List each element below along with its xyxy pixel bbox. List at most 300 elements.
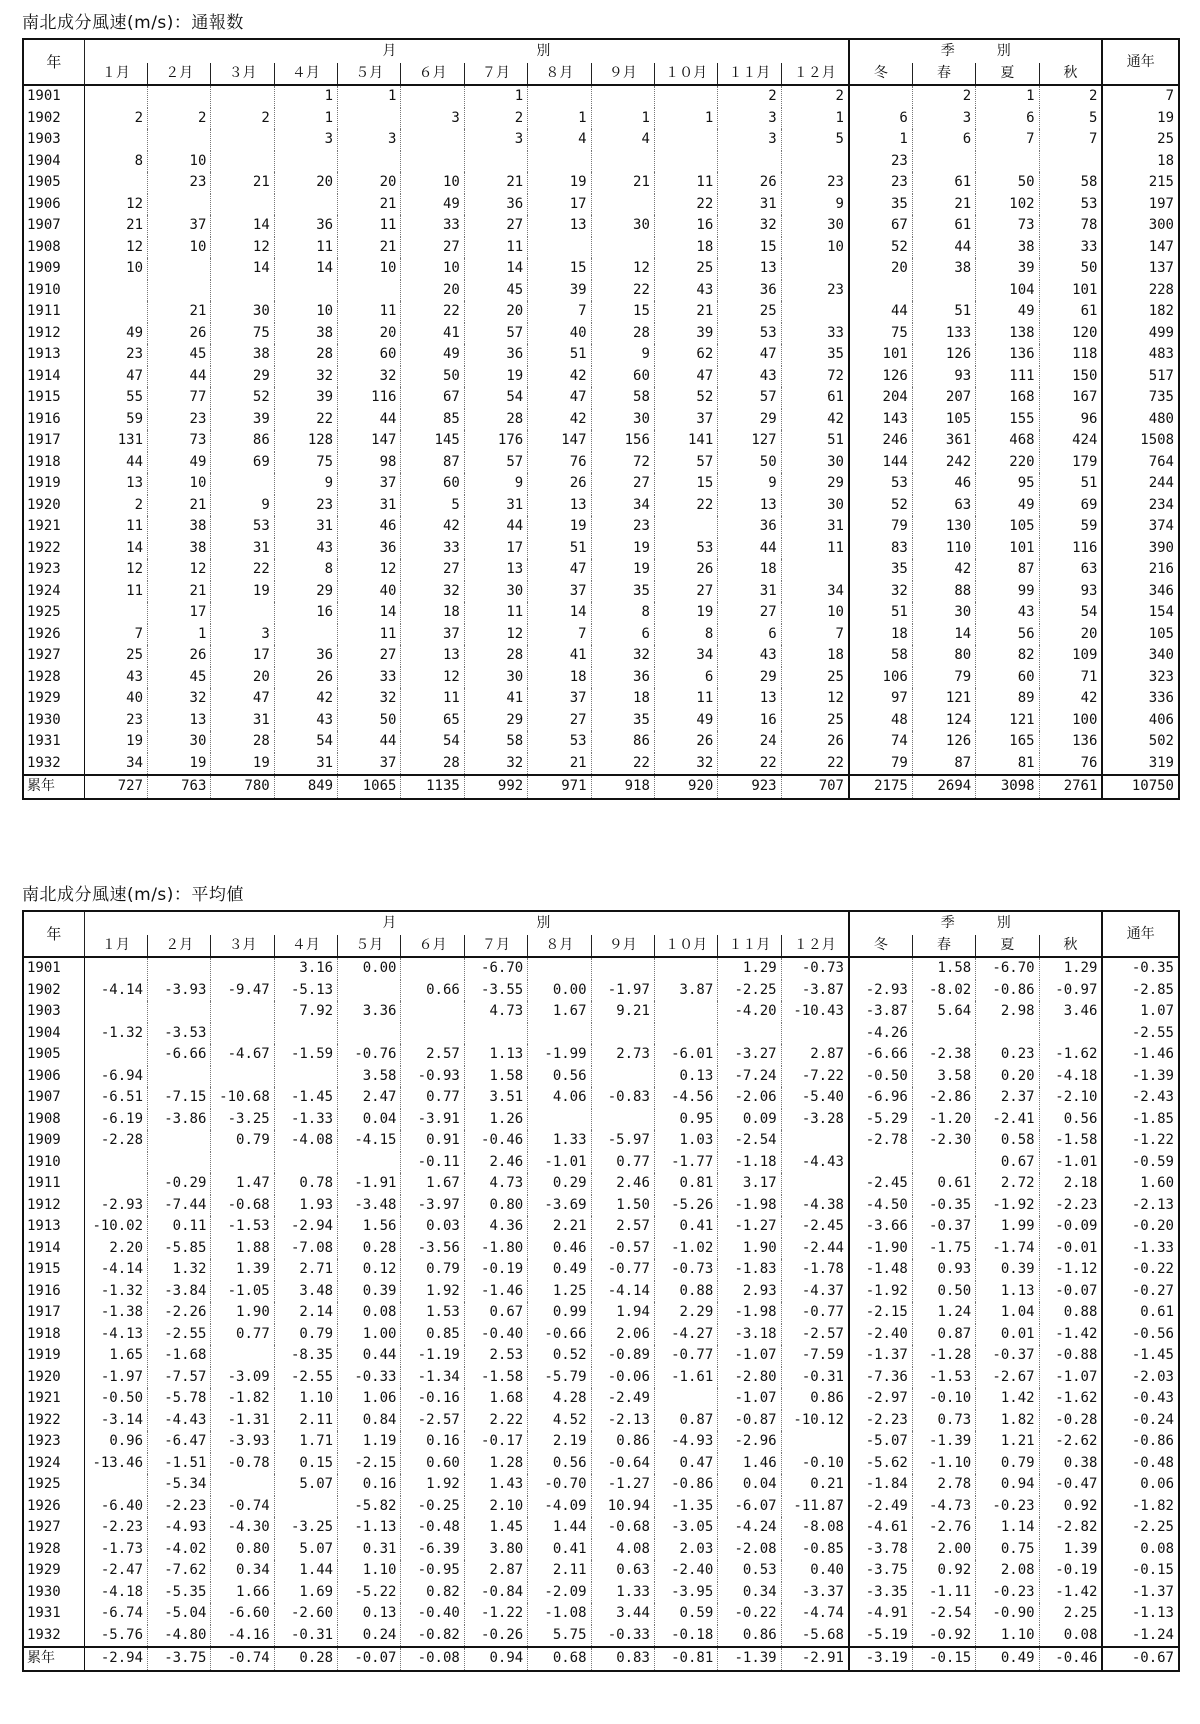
month-cell: 1.13 [464, 1044, 527, 1066]
month-cell: 2.06 [591, 1324, 654, 1346]
month-cell: 1.67 [401, 1173, 464, 1195]
season-cell [849, 957, 912, 980]
month-cell: 25 [84, 645, 147, 667]
year-cell: 累年 [23, 1647, 84, 1671]
month-cell: -4.14 [84, 1259, 147, 1281]
month-cell: -0.31 [274, 1625, 337, 1648]
season-cell: -1.37 [849, 1345, 912, 1367]
month-cell: -5.76 [84, 1625, 147, 1648]
season-cell: 2 [912, 85, 975, 108]
month-cell: -4.09 [528, 1496, 591, 1518]
table-row [23, 215, 1179, 237]
season-cell: 136 [976, 344, 1039, 366]
month-cell [148, 129, 211, 151]
year-header: 年 [23, 911, 84, 957]
month-cell: 0.16 [338, 1474, 401, 1496]
season-cell: 49 [976, 495, 1039, 517]
season-cell: 96 [1039, 409, 1102, 431]
season-cell: 2.18 [1039, 1173, 1102, 1195]
year-cell: 1908 [23, 1109, 84, 1131]
month-cell [211, 1023, 274, 1045]
month-cell [84, 129, 147, 151]
month-cell: -6.66 [148, 1044, 211, 1066]
month-cell: -6.40 [84, 1496, 147, 1518]
season-cell: -4.26 [849, 1023, 912, 1045]
annual-cell: -1.82 [1102, 1496, 1179, 1518]
month-cell: 9 [781, 194, 849, 216]
annual-cell: -2.25 [1102, 1517, 1179, 1539]
month-cell: 27 [401, 559, 464, 581]
month-cell: 8 [274, 559, 337, 581]
month-cell: 920 [654, 775, 717, 799]
table-row [23, 624, 1179, 646]
month-cell: 147 [528, 430, 591, 452]
month-cell: 0.52 [528, 1345, 591, 1367]
month-cell: 1.33 [591, 1582, 654, 1604]
month-cell: 54 [464, 387, 527, 409]
month-cell: 2.11 [528, 1560, 591, 1582]
season-cell: -3.87 [849, 1001, 912, 1023]
month-cell: -1.45 [274, 1087, 337, 1109]
month-cell: 0.99 [528, 1302, 591, 1324]
month-cell: 10 [148, 237, 211, 259]
season-header: 春 [912, 63, 975, 85]
year-cell: 1910 [23, 280, 84, 302]
month-cell: 26 [654, 559, 717, 581]
month-cell: 1.00 [338, 1324, 401, 1346]
season-cell: 121 [912, 688, 975, 710]
season-cell: -1.28 [912, 1345, 975, 1367]
month-cell: -1.32 [84, 1023, 147, 1045]
month-cell: 1.58 [464, 1066, 527, 1088]
month-cell: -1.80 [464, 1238, 527, 1260]
year-cell: 1907 [23, 215, 84, 237]
month-cell [148, 85, 211, 108]
month-cell: -0.22 [718, 1603, 781, 1625]
month-cell: -0.07 [338, 1647, 401, 1671]
year-cell: 1919 [23, 1345, 84, 1367]
month-cell: 11 [84, 516, 147, 538]
table-row [23, 559, 1179, 581]
table-row [23, 151, 1179, 173]
month-cell: 2 [84, 495, 147, 517]
month-cell: 1.44 [528, 1517, 591, 1539]
month-cell: 2.93 [718, 1281, 781, 1303]
month-cell: 29 [464, 710, 527, 732]
month-cell: 14 [211, 258, 274, 280]
month-cell: 4 [591, 129, 654, 151]
month-cell: -7.62 [148, 1560, 211, 1582]
season-cell: 89 [976, 688, 1039, 710]
year-cell: 1928 [23, 1539, 84, 1561]
month-cell: 1 [274, 108, 337, 130]
month-cell: -1.02 [654, 1238, 717, 1260]
month-cell: 33 [401, 538, 464, 560]
month-cell: 11 [781, 538, 849, 560]
month-cell: 19 [148, 753, 211, 776]
season-cell: 126 [912, 344, 975, 366]
annual-cell: 390 [1102, 538, 1179, 560]
season-cell: 20 [1039, 624, 1102, 646]
month-cell: 0.08 [338, 1302, 401, 1324]
month-cell: 21 [338, 237, 401, 259]
month-cell: 22 [274, 409, 337, 431]
month-cell: 2.73 [591, 1044, 654, 1066]
month-cell: 43 [718, 366, 781, 388]
month-cell: -0.81 [654, 1647, 717, 1671]
table-row [23, 1367, 1179, 1389]
annual-header: 通年 [1102, 39, 1179, 85]
month-cell: -5.04 [148, 1603, 211, 1625]
season-cell: 130 [912, 516, 975, 538]
month-cell: 0.21 [781, 1474, 849, 1496]
month-cell: 727 [84, 775, 147, 799]
month-cell: 918 [591, 775, 654, 799]
season-cell: 42 [1039, 688, 1102, 710]
season-cell: -4.50 [849, 1195, 912, 1217]
annual-cell: 406 [1102, 710, 1179, 732]
month-cell: 7 [528, 301, 591, 323]
annual-cell: 0.08 [1102, 1539, 1179, 1561]
month-cell: -0.50 [84, 1388, 147, 1410]
table-row [23, 1109, 1179, 1131]
season-cell: 5.64 [912, 1001, 975, 1023]
month-cell: -0.78 [211, 1453, 274, 1475]
season-cell: -0.46 [1039, 1647, 1102, 1671]
month-cell: -0.31 [781, 1367, 849, 1389]
season-cell: -0.47 [1039, 1474, 1102, 1496]
month-cell: 36 [274, 645, 337, 667]
month-cell: 11 [464, 237, 527, 259]
table-row [23, 1066, 1179, 1088]
month-cell: -2.57 [401, 1410, 464, 1432]
month-cell: -10.43 [781, 1001, 849, 1023]
season-cell: 39 [976, 258, 1039, 280]
season-cell: -2.38 [912, 1044, 975, 1066]
month-cell: 2 [464, 108, 527, 130]
month-cell: 0.04 [718, 1474, 781, 1496]
season-cell: 82 [976, 645, 1039, 667]
season-cell: -4.61 [849, 1517, 912, 1539]
month-cell: -1.07 [718, 1345, 781, 1367]
month-cell: -2.60 [274, 1603, 337, 1625]
month-cell: -7.57 [148, 1367, 211, 1389]
month-cell: 49 [148, 452, 211, 474]
month-cell: -1.59 [274, 1044, 337, 1066]
month-cell [401, 1001, 464, 1023]
season-cell: -5.62 [849, 1453, 912, 1475]
month-cell: 14 [84, 538, 147, 560]
season-cell [849, 85, 912, 108]
month-cell: 75 [274, 452, 337, 474]
month-cell: 57 [718, 387, 781, 409]
season-cell: 5 [1039, 108, 1102, 130]
month-cell [781, 301, 849, 323]
month-cell: -0.95 [401, 1560, 464, 1582]
month-cell: -1.78 [781, 1259, 849, 1281]
month-cell: 923 [718, 775, 781, 799]
month-cell: 75 [211, 323, 274, 345]
annual-cell: -0.43 [1102, 1388, 1179, 1410]
season-cell: 75 [849, 323, 912, 345]
month-cell: 1.92 [401, 1474, 464, 1496]
annual-cell: 244 [1102, 473, 1179, 495]
season-header: 冬 [849, 63, 912, 85]
table-row [23, 129, 1179, 151]
month-cell: 10.94 [591, 1496, 654, 1518]
month-cell: 72 [781, 366, 849, 388]
annual-cell: 197 [1102, 194, 1179, 216]
month-cell: 55 [84, 387, 147, 409]
month-cell [211, 1474, 274, 1496]
month-cell: 3.48 [274, 1281, 337, 1303]
month-cell: 39 [211, 409, 274, 431]
annual-cell: -0.35 [1102, 957, 1179, 980]
table-row [23, 1324, 1179, 1346]
month-cell: 60 [591, 366, 654, 388]
month-cell: 23 [591, 516, 654, 538]
season-cell [1039, 1023, 1102, 1045]
month-cell [781, 258, 849, 280]
season-cell: 33 [1039, 237, 1102, 259]
month-cell: 30 [591, 409, 654, 431]
season-header: 夏 [976, 63, 1039, 85]
season-cell: 50 [976, 172, 1039, 194]
month-cell: 30 [464, 667, 527, 689]
month-cell: -4.27 [654, 1324, 717, 1346]
year-cell: 1927 [23, 1517, 84, 1539]
season-cell: 21 [912, 194, 975, 216]
section-mean-values [22, 880, 1180, 1672]
month-cell [148, 1066, 211, 1088]
month-cell: 47 [718, 344, 781, 366]
month-cell: 0.40 [781, 1560, 849, 1582]
month-cell: 20 [274, 172, 337, 194]
month-cell [591, 1066, 654, 1088]
annual-cell: 480 [1102, 409, 1179, 431]
month-cell: 3.16 [274, 957, 337, 980]
season-cell: -2.93 [849, 980, 912, 1002]
month-cell [84, 280, 147, 302]
month-cell: 141 [654, 430, 717, 452]
season-cell: 79 [849, 753, 912, 776]
season-cell: 58 [1039, 172, 1102, 194]
season-cell: -0.35 [912, 1195, 975, 1217]
month-cell: -0.17 [464, 1431, 527, 1453]
month-cell [84, 1474, 147, 1496]
month-cell: 13 [148, 710, 211, 732]
month-cell: -0.73 [781, 957, 849, 980]
season-cell: 1.21 [976, 1431, 1039, 1453]
season-cell: -1.07 [1039, 1367, 1102, 1389]
month-cell: -3.93 [211, 1431, 274, 1453]
month-cell: 2 [781, 85, 849, 108]
season-cell: 51 [849, 602, 912, 624]
month-cell: 13 [528, 495, 591, 517]
season-cell: -2.67 [976, 1367, 1039, 1389]
month-cell: 12 [211, 237, 274, 259]
season-cell: -7.36 [849, 1367, 912, 1389]
month-cell: 35 [781, 344, 849, 366]
month-cell: 86 [211, 430, 274, 452]
table-row [23, 1001, 1179, 1023]
month-cell: 0.77 [401, 1087, 464, 1109]
season-cell: 0.38 [1039, 1453, 1102, 1475]
season-cell: 2.78 [912, 1474, 975, 1496]
season-cell: -1.42 [1039, 1582, 1102, 1604]
month-cell: 36 [591, 667, 654, 689]
month-cell: 0.16 [401, 1431, 464, 1453]
season-cell: -2.41 [976, 1109, 1039, 1131]
month-cell: 3.80 [464, 1539, 527, 1561]
month-cell: 19 [211, 581, 274, 603]
month-cell: 30 [148, 731, 211, 753]
month-cell: -1.97 [591, 980, 654, 1002]
table-row [23, 194, 1179, 216]
month-cell: 21 [148, 495, 211, 517]
month-cell: 0.88 [654, 1281, 717, 1303]
month-cell: 18 [401, 602, 464, 624]
month-cell: 51 [781, 430, 849, 452]
season-cell: 0.20 [976, 1066, 1039, 1088]
season-cell: 424 [1039, 430, 1102, 452]
month-cell: 0.84 [338, 1410, 401, 1432]
monthly-group-header: 月 別 [84, 39, 849, 63]
month-cell [211, 151, 274, 173]
year-cell: 1914 [23, 1238, 84, 1260]
year-cell: 1923 [23, 559, 84, 581]
month-cell: -3.18 [718, 1324, 781, 1346]
season-cell: 73 [976, 215, 1039, 237]
year-cell: 1925 [23, 602, 84, 624]
month-cell: -2.93 [84, 1195, 147, 1217]
month-cell: 39 [528, 280, 591, 302]
month-cell: 17 [464, 538, 527, 560]
month-cell: 4.06 [528, 1087, 591, 1109]
month-cell: 46 [338, 516, 401, 538]
season-cell: 105 [976, 516, 1039, 538]
month-cell: 20 [338, 172, 401, 194]
table-row [23, 366, 1179, 388]
month-cell [654, 151, 717, 173]
season-cell: 23 [849, 172, 912, 194]
year-cell: 1901 [23, 85, 84, 108]
annual-cell: 216 [1102, 559, 1179, 581]
month-cell [781, 1431, 849, 1453]
month-cell [401, 85, 464, 108]
month-cell: 0.31 [338, 1539, 401, 1561]
month-cell: -0.87 [718, 1410, 781, 1432]
season-cell: 38 [976, 237, 1039, 259]
month-cell: 5 [781, 129, 849, 151]
season-cell: 106 [849, 667, 912, 689]
year-cell: 1909 [23, 258, 84, 280]
annual-cell: 19 [1102, 108, 1179, 130]
month-cell: 72 [591, 452, 654, 474]
month-cell [148, 957, 211, 980]
season-cell: 78 [1039, 215, 1102, 237]
month-cell: -1.33 [274, 1109, 337, 1131]
month-cell: 4 [528, 129, 591, 151]
season-cell: 48 [849, 710, 912, 732]
year-cell: 1912 [23, 1195, 84, 1217]
month-cell: 0.39 [338, 1281, 401, 1303]
month-cell [401, 151, 464, 173]
month-cell: 1.29 [718, 957, 781, 980]
season-cell: 18 [849, 624, 912, 646]
month-cell: 30 [591, 215, 654, 237]
annual-cell: -2.85 [1102, 980, 1179, 1002]
month-cell: 0.91 [401, 1130, 464, 1152]
month-cell: 1.93 [274, 1195, 337, 1217]
month-cell: 57 [464, 323, 527, 345]
month-cell: 1065 [338, 775, 401, 799]
season-cell: 56 [976, 624, 1039, 646]
year-cell: 1911 [23, 301, 84, 323]
month-cell: 27 [654, 581, 717, 603]
month-cell: -1.97 [84, 1367, 147, 1389]
annual-cell: -2.13 [1102, 1195, 1179, 1217]
month-cell: 27 [591, 473, 654, 495]
month-cell [401, 1023, 464, 1045]
season-cell: -0.23 [976, 1582, 1039, 1604]
month-cell: -0.48 [401, 1517, 464, 1539]
month-cell: 2.21 [528, 1216, 591, 1238]
month-cell: 18 [528, 667, 591, 689]
month-cell: -2.08 [718, 1539, 781, 1561]
season-cell: -1.62 [1039, 1388, 1102, 1410]
season-cell: 61 [912, 215, 975, 237]
annual-cell: 323 [1102, 667, 1179, 689]
month-cell [718, 151, 781, 173]
month-cell: 19 [211, 753, 274, 776]
month-header: ９月 [591, 935, 654, 957]
month-cell: -0.76 [338, 1044, 401, 1066]
year-cell: 1930 [23, 1582, 84, 1604]
table-row [23, 1496, 1179, 1518]
season-cell: 51 [912, 301, 975, 323]
month-cell: -2.55 [274, 1367, 337, 1389]
season-cell: 143 [849, 409, 912, 431]
month-cell: 26 [528, 473, 591, 495]
month-cell: 42 [274, 688, 337, 710]
season-cell [912, 1023, 975, 1045]
season-cell: 30 [912, 602, 975, 624]
annual-cell: -1.39 [1102, 1066, 1179, 1088]
month-cell: 39 [274, 387, 337, 409]
month-cell: 15 [654, 473, 717, 495]
season-cell: 0.61 [912, 1173, 975, 1195]
month-cell: -11.87 [781, 1496, 849, 1518]
month-cell: 43 [84, 667, 147, 689]
month-cell: 5 [401, 495, 464, 517]
month-cell [528, 85, 591, 108]
table-row [23, 409, 1179, 431]
season-cell: 0.73 [912, 1410, 975, 1432]
table-row [23, 301, 1179, 323]
year-cell: 1930 [23, 710, 84, 732]
table-row [23, 753, 1179, 776]
season-header: 秋 [1039, 63, 1102, 85]
month-cell: 14 [274, 258, 337, 280]
table-row [23, 980, 1179, 1002]
month-cell: 31 [274, 753, 337, 776]
table-row [23, 1453, 1179, 1475]
season-header: 夏 [976, 935, 1039, 957]
annual-cell: 137 [1102, 258, 1179, 280]
month-cell: 42 [401, 516, 464, 538]
month-cell: 8 [591, 602, 654, 624]
